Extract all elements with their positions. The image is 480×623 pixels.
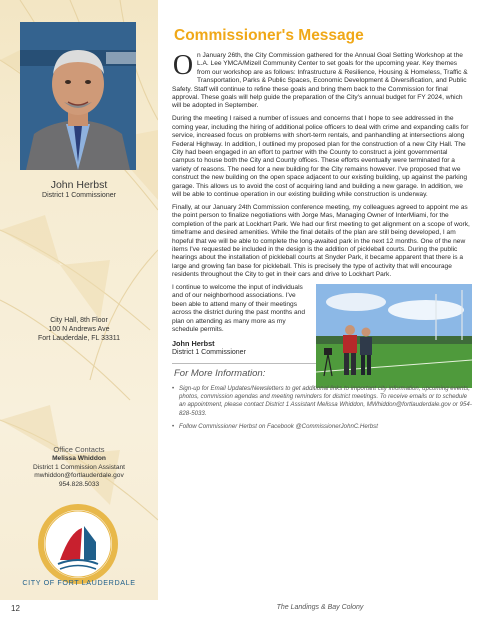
- city-seal-logo: [36, 502, 120, 586]
- list-item-email-updates: • Sign-up for Email Updates/Newsletters to get additional links to important city information, upcoming events, photos, commission agendas and meeting reminders for district meetings. To receive emails or to schedule an appointment, please contact District 1 Assistant Melissa Whiddon, MWhiddon@fortlauderdale.gov or 954-828-5033.: [172, 385, 472, 418]
- sidebar: [0, 0, 158, 600]
- address-line: Fort Lauderdale, FL 33311: [37, 335, 121, 342]
- commissioner-title: District 1 Commissioner: [42, 192, 116, 199]
- signature-title: District 1 Commissioner: [172, 349, 246, 356]
- office-contacts: [0, 446, 158, 489]
- drop-cap: O: [172, 50, 194, 81]
- contact-name: Melissa Whiddon: [52, 455, 106, 463]
- contact-email-link[interactable]: mwhiddon@fortlauderdale.gov: [34, 472, 124, 480]
- contact-role: District 1 Commission Assistant: [33, 463, 125, 471]
- city-name: CITY OF FORT LAUDERDALE: [22, 578, 136, 587]
- main-content: [172, 26, 472, 436]
- list-item-facebook: • Follow Commissioner Herbst on Facebook @CommissionerJohnC.Herbst: [172, 423, 472, 431]
- closing-section: [172, 284, 472, 357]
- publication-name: The Landings & Bay Colony: [276, 604, 364, 611]
- signature-name: John Herbst: [172, 339, 215, 348]
- field-event-photo: [316, 284, 472, 388]
- commissioner-name: John Herbst: [50, 179, 108, 191]
- address-line: 100 N Andrews Ave: [48, 326, 110, 333]
- paragraph-closing: I continue to welcome the input of individuals and of our neighborhood associations. I've been able to attend many of their meetings across the district during the past months and plan on attending as many more as my schedule permits.: [172, 284, 306, 334]
- intro-paragraph-wrapper: [172, 52, 472, 111]
- more-info-header: For More Information:: [174, 368, 266, 379]
- contacts-header: Office Contacts: [53, 445, 105, 454]
- paragraph-city-hall: During the meeting I raised a number of issues and concerns that I hope to see addressed in the coming year, including the hiring of additional police officers to deal with crime and expanding calls for service, increased focus on problems with short-term rentals, and panhandling at intersections along Federal Highway. In addition, I outlined my proposed plan for the construction of a new City Hall. The City had been engaged in an effort to partner with the County to construct a joint governmental campus to house both the City and County offices. These efforts eventually were terminated for a variety of reasons. The need for a new building for the City remains however. I've proposed that we construct the new building on the open space adjacent to our existing building, up against the parking garage. This allows us to avoid the cost of acquiring land and building a new garage. In addition, we will be able to continue operation in our existing building while construction is underway.: [172, 115, 469, 198]
- address-line: City Hall, 8th Floor: [50, 317, 108, 324]
- commissioner-portrait: [20, 22, 136, 170]
- page-title: Commissioner's Message: [174, 27, 364, 44]
- contact-phone: 954.828.5033: [58, 480, 100, 488]
- office-address: [0, 316, 158, 343]
- page-number: 12: [11, 604, 20, 613]
- paragraph-lockhart-park: Finally, at our January 24th Commission conference meeting, my colleagues agreed to appoint me as the point person to finalize negotiations with Jorge Mas, Managing Owner of InterMiami, for the completion of the park at Lockhart Park. We had our first meeting to get alignment on a scope of work, timeframe and desired amenities. While the final details of the plan are still being developed, I am hopeful that we will be able to complete the long-awaited park in the next 12 months. One of the new items I've requested be included in the design is the addition of pickleball courts. During the public hearings about the installation of pickleball courts at Snyder Park, it became apparent that there is a large and growing fan base for pickleball. This is precisely the type of activity that will encourage residents throughout the City to get in their cars and drive to Lockhart Park.: [172, 203, 470, 279]
- paragraph-intro: n January 26th, the City Commission gathered for the Annual Goal Setting Workshop at the L.A. Lee YMCA/Mizell Community Center to set goals for the upcoming year. Key themes from our workshop are as follows: Infrastructure & Resilience, Housing & Homeless, Traffic & Transportation, Parks & Public Spaces, Economic Development & Diversification, and Public Safety. Staff will continue to refine these goals and bring them back to the Commission for final approval. These goals will help guide the preparation of the City's annual budget for FY 2024, which will be adopted in September.: [172, 52, 468, 110]
